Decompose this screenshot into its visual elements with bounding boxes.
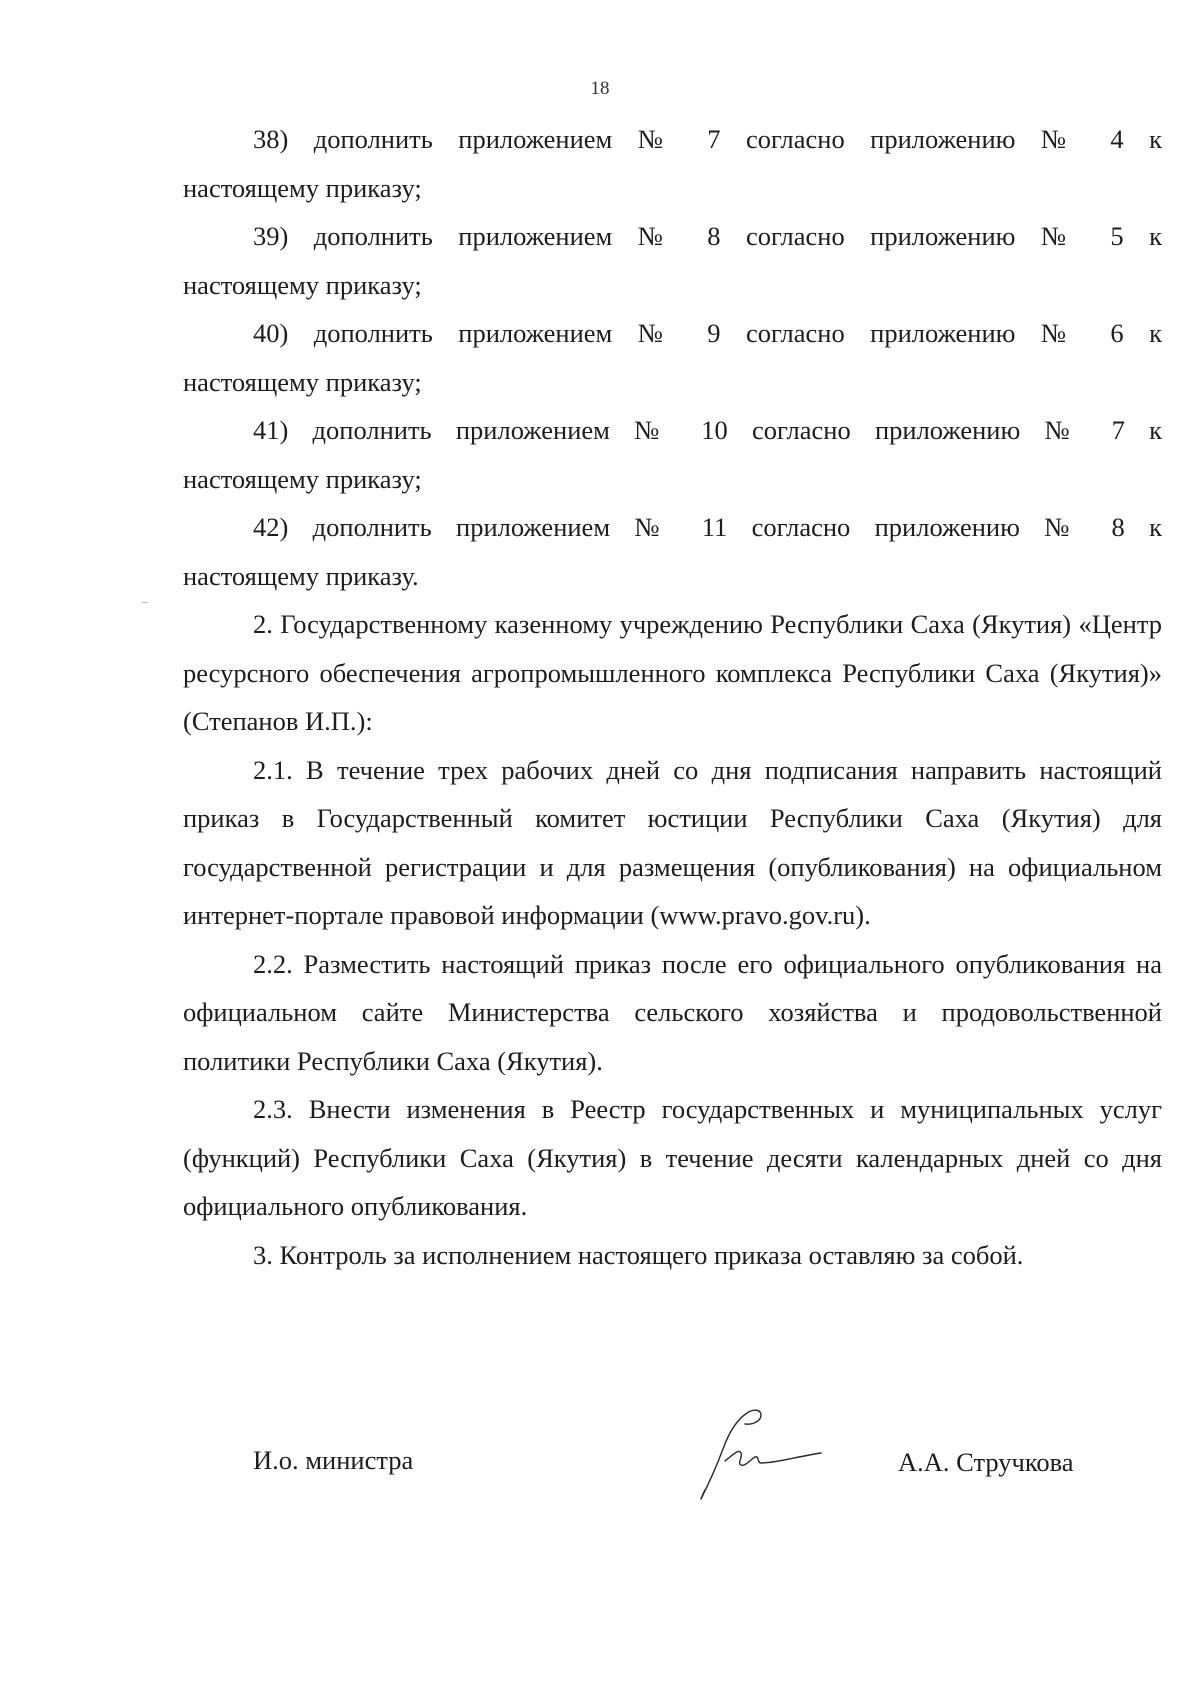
list-item-text: 42) дополнить приложением № 11 согласно приложению № 8 к: [253, 512, 1162, 542]
paragraph-2-3: 2.3. Внести изменения в Реестр государственных и муниципальных услуг (функций) Республики Саха (Якутия) в течение десяти календарных дней со дня официального опубликования.: [183, 1094, 1162, 1221]
list-item-tail: настоящему приказу;: [183, 172, 422, 203]
list-item: [183, 212, 1162, 309]
list-item-text: 39) дополнить приложением № 8 согласно приложению № 5 к: [253, 221, 1162, 251]
margin-mark: [142, 602, 148, 603]
paragraph-3: 3. Контроль за исполнением настоящего приказа оставляю за собой.: [253, 1239, 1024, 1270]
paragraph-2-2: 2.2. Разместить настоящий приказ после его официального опубликования на официальном сайте Министерства сельского хозяйства и продовольственной политики Республики Саха (Якутия).: [183, 948, 1162, 1076]
paragraph-2: 2. Государственному казенному учреждению Республики Саха (Якутия) «Центр ресурсного обеспечения агропромышленного комплекса Республики Саха (Якутия)» (Степанов И.П.):: [183, 609, 1162, 736]
signatory-title: И.о. министра: [253, 1445, 414, 1475]
handwritten-signature-icon: [695, 1405, 825, 1505]
list-item-text: 41) дополнить приложением № 10 согласно приложению № 7 к: [253, 415, 1162, 445]
list-item-tail: настоящему приказу;: [183, 366, 422, 397]
list-item-text: 40) дополнить приложением № 9 согласно приложению № 6 к: [253, 318, 1162, 348]
list-item: [183, 309, 1162, 406]
list-item-text: 38) дополнить приложением № 7 согласно приложению № 4 к: [253, 124, 1162, 154]
list-item: [183, 503, 1162, 600]
paragraph-2-1: 2.1. В течение трех рабочих дней со дня подписания направить настоящий приказ в Государственный комитет юстиции Республики Саха (Якутия) для государственной регистрации и для размещения (опубликования) на официальном интернет-портале правовой информации (www.pravo.gov.ru).: [183, 754, 1162, 930]
document-body: [183, 115, 1162, 1279]
list-item-tail: настоящему приказу.: [183, 560, 419, 591]
list-item-tail: настоящему приказу;: [183, 269, 422, 300]
signatory-name: А.А. Стручкова: [898, 1447, 1074, 1477]
list-item: [183, 115, 1162, 212]
list-item-tail: настоящему приказу;: [183, 463, 422, 494]
page-number: 18: [590, 78, 610, 99]
list-item: [183, 406, 1162, 503]
